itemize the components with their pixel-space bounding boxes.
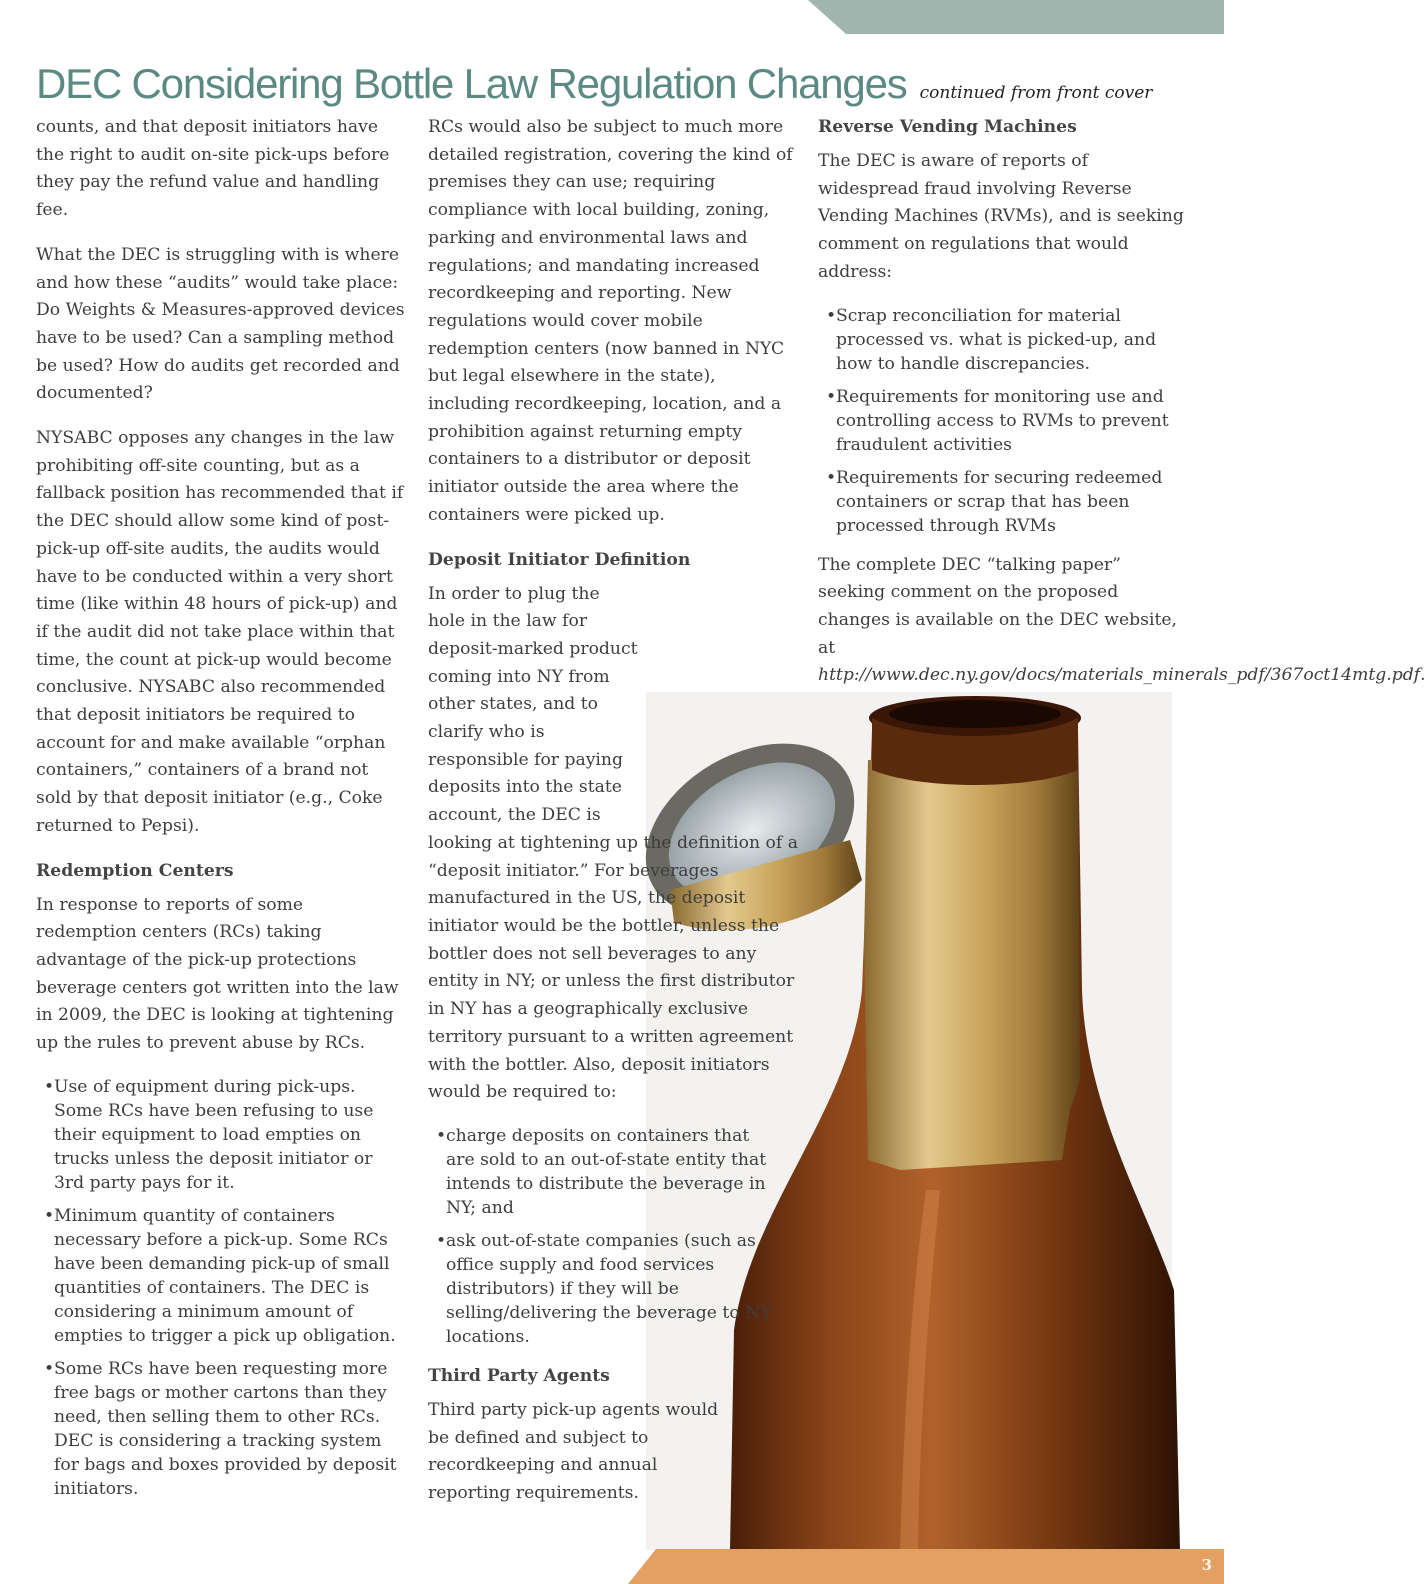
bullet-list <box>36 1075 406 1501</box>
paragraph: The DEC is aware of reports of widespread fraud involving Reverse Vending Machines (RVMs), and is seeking comment on regulations that would address: <box>818 151 1184 282</box>
section-heading-deposit-initiator: Deposit Initiator Definition <box>428 549 691 570</box>
column-3 <box>818 114 1426 707</box>
list-item: • Requirements for securing redeemed containers or scrap that has been processed through RVMs <box>818 466 1184 538</box>
list-item: • Use of equipment during pick-ups. Some RCs have been refusing to use their equipment to load empties on trucks unless the deposit initiator or 3rd party pays for it. <box>36 1075 406 1195</box>
paragraph: RCs would also be subject to much more detailed registration, covering the kind of premises they can use; requiring compliance with local building, zoning, parking and environmental laws and regulations; and mandating increased recordkeeping and reporting. New regulations would cover mobile redemption centers (now banned in NYC but legal elsewhere in the state), including recordkeeping, location, and a prohibition against returning empty containers to a distributor or deposit initiator outside the area where the containers were picked up. <box>428 117 793 525</box>
section-heading-third-party: Third Party Agents <box>428 1365 610 1386</box>
image-wrap-spacer <box>638 581 798 817</box>
paragraph: In order to plug the hole in the law for deposit-marked product coming into NY from other states, and to clarify who is responsible for paying deposits into the state account, the DEC is looking at tightening up the definition of a “deposit initiator.” For beverages manufactured in the US, the deposit initiator would be the bottler, unless the bottler does not sell beverages to any entity in NY; or unless the first distributor in NY has a geographically exclusive territory pursuant to a written agreement with the bottler. Also, deposit initiators would be required to: <box>428 583 798 1103</box>
paragraph: counts, and that deposit initiators have the right to audit on-site pick-ups before they pay the refund value and handling fee. <box>36 117 390 221</box>
dec-website-link[interactable]: http://www.dec.ny.gov/docs/materials_minerals_pdf/367oct14mtg.pdf <box>818 665 1421 686</box>
list-item: • Scrap reconciliation for material processed vs. what is picked-up, and how to handle discrepancies. <box>818 304 1184 376</box>
list-item: • charge deposits on containers that are sold to an out-of-state entity that intends to distribute the beverage in NY; and <box>428 1124 778 1220</box>
paragraph: What the DEC is struggling with is where and how these “audits” would take place: Do Weights & Measures-approved devices have to be used? Can a sampling method be used? How do audits get recorded and documented? <box>36 244 405 404</box>
period: . <box>1420 665 1426 686</box>
bullet-list <box>818 304 1184 538</box>
paragraph: NYSABC opposes any changes in the law prohibiting off-site counting, but as a fallback position has recommended that if the DEC should allow some kind of post-pick-up off-site audits, the audits would have to be conducted within a very short time (like within 48 hours of pick-up) and if the audit did not take place within that time, the count at pick-up would become conclusive. NYSABC also recommended that deposit initiators be required to account for and make available “orphan containers,” containers of a brand not sold by that deposit initiator (e.g., Coke returned to Pepsi). <box>36 428 404 836</box>
continued-note: continued from front cover <box>919 83 1153 103</box>
paragraph: In response to reports of some redemption centers (RCs) taking advantage of the pick-up protections beverage centers got written into the law in 2009, the DEC is looking at tightening up the rules to prevent abuse by RCs. <box>36 894 399 1054</box>
paragraph-text: The complete DEC “talking paper” seeking comment on the proposed changes is available on the DEC website, at <box>818 554 1178 658</box>
footer-band <box>628 1549 1224 1584</box>
column-1 <box>36 114 406 1515</box>
list-item: • ask out-of-state companies (such as office supply and food services distributors) if they will be selling/delivering the beverage to NY locations. <box>428 1229 778 1349</box>
paragraph: Third party pick-up agents would be defined and subject to recordkeeping and annual reporting requirements. <box>428 1399 719 1504</box>
paragraph <box>818 552 1426 691</box>
title-row <box>36 60 1152 108</box>
header-band <box>808 0 1224 34</box>
page-title: DEC Considering Bottle Law Regulation Changes <box>36 60 907 107</box>
column-2 <box>428 114 798 1525</box>
list-item: • Some RCs have been requesting more free bags or mother cartons than they need, then selling them to other RCs. DEC is considering a tracking system for bags and boxes provided by deposit initiators. <box>36 1357 406 1501</box>
list-item: • Requirements for monitoring use and controlling access to RVMs to prevent fraudulent activities <box>818 385 1184 457</box>
bullet-list <box>428 1124 778 1349</box>
section-heading-redemption-centers: Redemption Centers <box>36 860 234 881</box>
section-heading-reverse-vending: Reverse Vending Machines <box>818 117 1077 137</box>
list-item: • Minimum quantity of containers necessary before a pick-up. Some RCs have been demanding pick-up of small quantities of containers. The DEC is considering a minimum amount of empties to trigger a pick up obligation. <box>36 1204 406 1348</box>
bottle-foil <box>864 760 1080 1170</box>
page-number: 3 <box>1201 1556 1212 1574</box>
